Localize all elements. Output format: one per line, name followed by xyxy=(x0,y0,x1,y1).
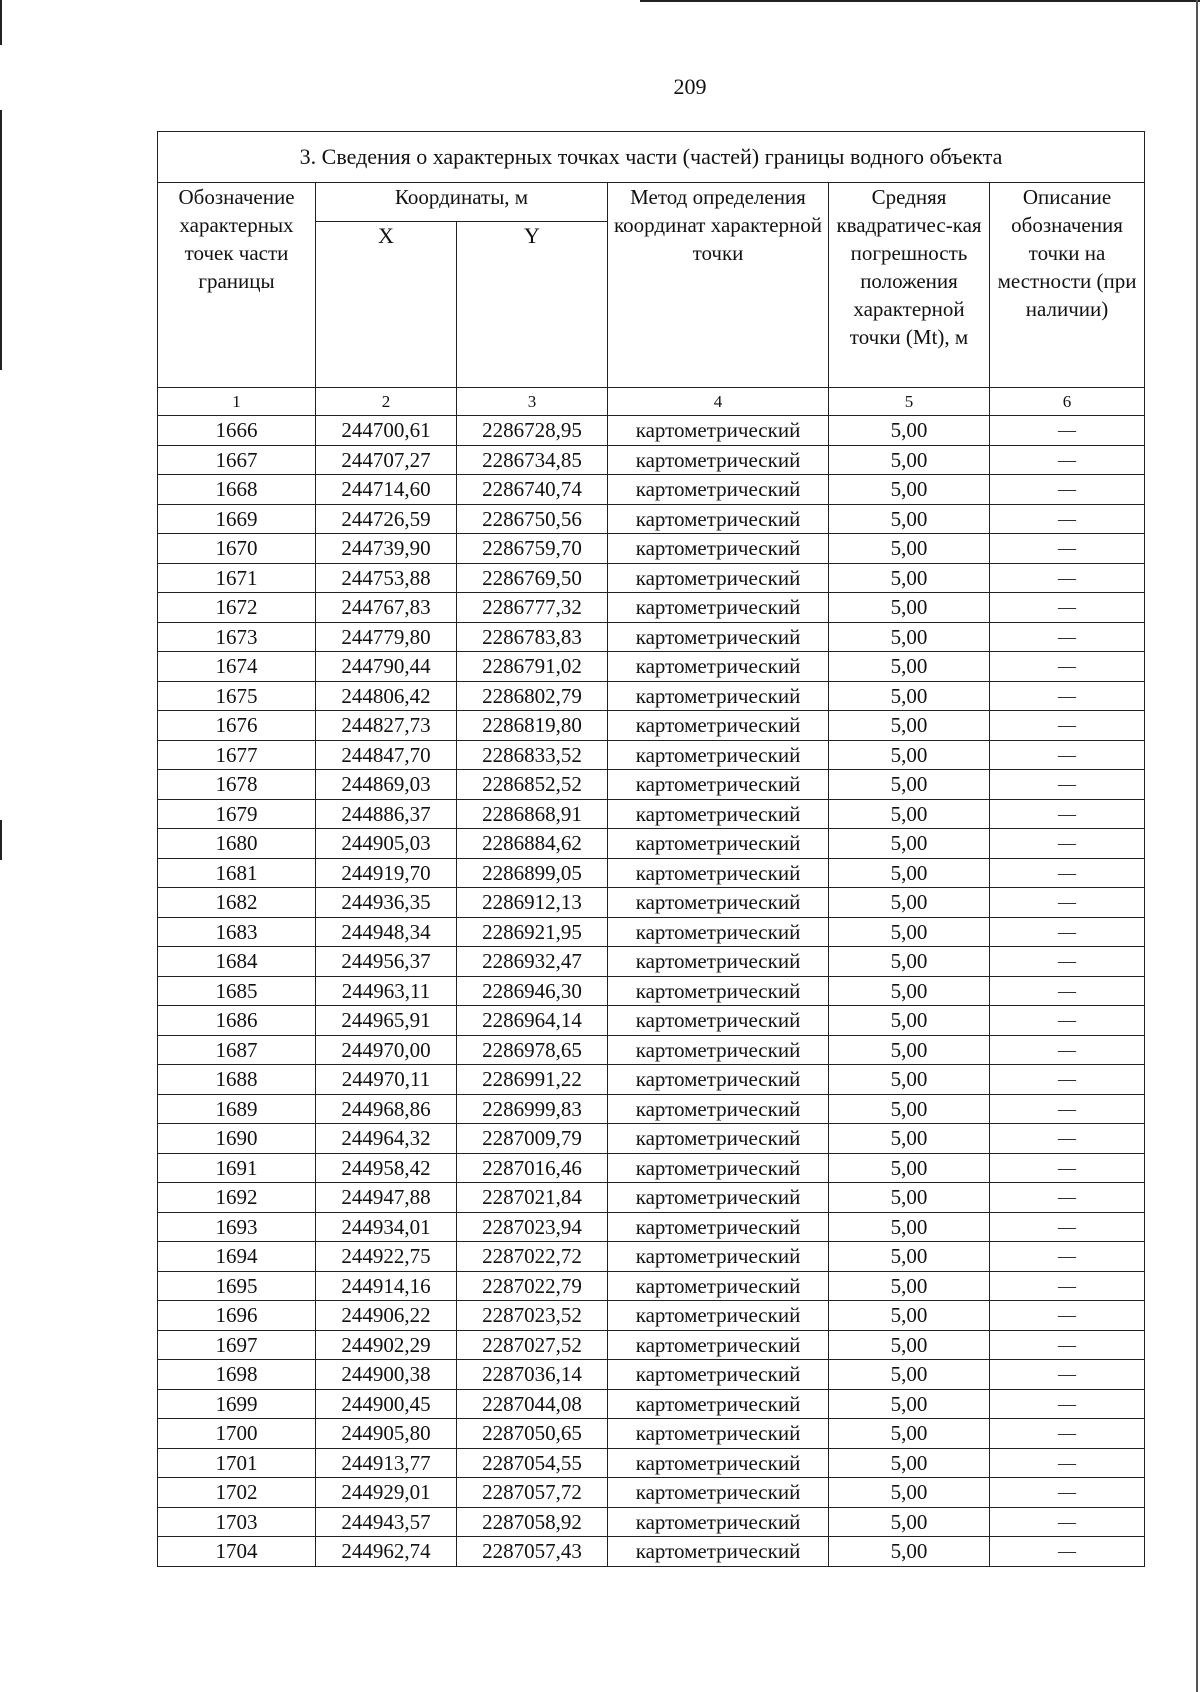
error-cell: 5,00 xyxy=(829,1360,990,1390)
error-cell: 5,00 xyxy=(829,1094,990,1124)
table-row xyxy=(158,829,1145,859)
error-cell: 5,00 xyxy=(829,681,990,711)
x-coordinate-cell: 244790,44 xyxy=(316,652,457,682)
method-cell: картометрический xyxy=(608,1242,829,1272)
description-cell: — xyxy=(990,534,1145,564)
header-y: Y xyxy=(457,222,608,388)
method-cell: картометрический xyxy=(608,1006,829,1036)
x-coordinate-cell: 244934,01 xyxy=(316,1212,457,1242)
header-x: X xyxy=(316,222,457,388)
error-cell: 5,00 xyxy=(829,770,990,800)
error-cell: 5,00 xyxy=(829,1124,990,1154)
point-number-cell: 1672 xyxy=(158,593,316,623)
x-coordinate-cell: 244726,59 xyxy=(316,504,457,534)
description-cell: — xyxy=(990,1448,1145,1478)
x-coordinate-cell: 244707,27 xyxy=(316,445,457,475)
error-cell: 5,00 xyxy=(829,563,990,593)
scan-edge-left-mid xyxy=(0,110,2,370)
point-number-cell: 1688 xyxy=(158,1065,316,1095)
method-cell: картометрический xyxy=(608,475,829,505)
x-coordinate-cell: 244767,83 xyxy=(316,593,457,623)
table-row xyxy=(158,1507,1145,1537)
method-cell: картометрический xyxy=(608,1507,829,1537)
description-cell: — xyxy=(990,475,1145,505)
error-cell: 5,00 xyxy=(829,799,990,829)
scan-edge-top xyxy=(640,0,1200,2)
method-cell: картометрический xyxy=(608,1271,829,1301)
description-cell: — xyxy=(990,652,1145,682)
point-number-cell: 1692 xyxy=(158,1183,316,1213)
error-cell: 5,00 xyxy=(829,947,990,977)
header-coordinates: Координаты, м xyxy=(316,183,608,222)
point-number-cell: 1689 xyxy=(158,1094,316,1124)
description-cell: — xyxy=(990,445,1145,475)
table-row xyxy=(158,740,1145,770)
method-cell: картометрический xyxy=(608,1183,829,1213)
error-cell: 5,00 xyxy=(829,593,990,623)
x-coordinate-cell: 244914,16 xyxy=(316,1271,457,1301)
method-cell: картометрический xyxy=(608,740,829,770)
description-cell: — xyxy=(990,1537,1145,1567)
table-row xyxy=(158,1065,1145,1095)
table-row xyxy=(158,416,1145,446)
method-cell: картометрический xyxy=(608,1153,829,1183)
error-cell: 5,00 xyxy=(829,1507,990,1537)
table-row xyxy=(158,858,1145,888)
y-coordinate-cell: 2287044,08 xyxy=(457,1389,608,1419)
point-number-cell: 1680 xyxy=(158,829,316,859)
table-row xyxy=(158,1478,1145,1508)
header-method: Метод определения координат характерной точки xyxy=(608,183,829,388)
point-number-cell: 1696 xyxy=(158,1301,316,1331)
column-number: 3 xyxy=(457,388,608,416)
column-number: 2 xyxy=(316,388,457,416)
description-cell: — xyxy=(990,416,1145,446)
point-number-cell: 1666 xyxy=(158,416,316,446)
error-cell: 5,00 xyxy=(829,534,990,564)
description-cell: — xyxy=(990,829,1145,859)
table-row xyxy=(158,770,1145,800)
error-cell: 5,00 xyxy=(829,1271,990,1301)
x-coordinate-cell: 244905,80 xyxy=(316,1419,457,1449)
point-number-cell: 1676 xyxy=(158,711,316,741)
error-cell: 5,00 xyxy=(829,504,990,534)
error-cell: 5,00 xyxy=(829,1448,990,1478)
y-coordinate-cell: 2286991,22 xyxy=(457,1065,608,1095)
error-cell: 5,00 xyxy=(829,1183,990,1213)
table-row xyxy=(158,475,1145,505)
description-cell: — xyxy=(990,740,1145,770)
x-coordinate-cell: 244753,88 xyxy=(316,563,457,593)
x-coordinate-cell: 244943,57 xyxy=(316,1507,457,1537)
column-number: 6 xyxy=(990,388,1145,416)
error-cell: 5,00 xyxy=(829,1330,990,1360)
x-coordinate-cell: 244902,29 xyxy=(316,1330,457,1360)
table-body xyxy=(158,416,1145,1567)
x-coordinate-cell: 244869,03 xyxy=(316,770,457,800)
x-coordinate-cell: 244964,32 xyxy=(316,1124,457,1154)
method-cell: картометрический xyxy=(608,917,829,947)
point-number-cell: 1690 xyxy=(158,1124,316,1154)
table-row xyxy=(158,1271,1145,1301)
x-coordinate-cell: 244900,38 xyxy=(316,1360,457,1390)
y-coordinate-cell: 2286884,62 xyxy=(457,829,608,859)
point-number-cell: 1687 xyxy=(158,1035,316,1065)
point-number-cell: 1683 xyxy=(158,917,316,947)
point-number-cell: 1681 xyxy=(158,858,316,888)
x-coordinate-cell: 244970,11 xyxy=(316,1065,457,1095)
y-coordinate-cell: 2287009,79 xyxy=(457,1124,608,1154)
x-coordinate-cell: 244936,35 xyxy=(316,888,457,918)
header-mean-square-error: Средняя квадратичес-кая погрешность положения характерной точки (Mt), м xyxy=(829,183,990,388)
x-coordinate-cell: 244700,61 xyxy=(316,416,457,446)
y-coordinate-cell: 2286999,83 xyxy=(457,1094,608,1124)
x-coordinate-cell: 244900,45 xyxy=(316,1389,457,1419)
y-coordinate-cell: 2287023,94 xyxy=(457,1212,608,1242)
y-coordinate-cell: 2286912,13 xyxy=(457,888,608,918)
method-cell: картометрический xyxy=(608,888,829,918)
y-coordinate-cell: 2286791,02 xyxy=(457,652,608,682)
description-cell: — xyxy=(990,1389,1145,1419)
x-coordinate-cell: 244779,80 xyxy=(316,622,457,652)
table-row xyxy=(158,799,1145,829)
point-number-cell: 1671 xyxy=(158,563,316,593)
x-coordinate-cell: 244906,22 xyxy=(316,1301,457,1331)
error-cell: 5,00 xyxy=(829,740,990,770)
method-cell: картометрический xyxy=(608,563,829,593)
description-cell: — xyxy=(990,1094,1145,1124)
x-coordinate-cell: 244929,01 xyxy=(316,1478,457,1508)
error-cell: 5,00 xyxy=(829,1153,990,1183)
description-cell: — xyxy=(990,563,1145,593)
description-cell: — xyxy=(990,888,1145,918)
method-cell: картометрический xyxy=(608,829,829,859)
error-cell: 5,00 xyxy=(829,1478,990,1508)
point-number-cell: 1684 xyxy=(158,947,316,977)
y-coordinate-cell: 2286759,70 xyxy=(457,534,608,564)
description-cell: — xyxy=(990,1301,1145,1331)
x-coordinate-cell: 244913,77 xyxy=(316,1448,457,1478)
table-row xyxy=(158,1006,1145,1036)
y-coordinate-cell: 2286946,30 xyxy=(457,976,608,1006)
description-cell: — xyxy=(990,1271,1145,1301)
error-cell: 5,00 xyxy=(829,888,990,918)
table-row xyxy=(158,504,1145,534)
y-coordinate-cell: 2287021,84 xyxy=(457,1183,608,1213)
y-coordinate-cell: 2286921,95 xyxy=(457,917,608,947)
method-cell: картометрический xyxy=(608,1448,829,1478)
description-cell: — xyxy=(990,1183,1145,1213)
table-row xyxy=(158,1183,1145,1213)
table-row xyxy=(158,1448,1145,1478)
point-number-cell: 1695 xyxy=(158,1271,316,1301)
error-cell: 5,00 xyxy=(829,1537,990,1567)
method-cell: картометрический xyxy=(608,1212,829,1242)
description-cell: — xyxy=(990,681,1145,711)
point-number-cell: 1693 xyxy=(158,1212,316,1242)
point-number-cell: 1700 xyxy=(158,1419,316,1449)
y-coordinate-cell: 2286734,85 xyxy=(457,445,608,475)
table-row xyxy=(158,1360,1145,1390)
y-coordinate-cell: 2286769,50 xyxy=(457,563,608,593)
method-cell: картометрический xyxy=(608,1419,829,1449)
table-row xyxy=(158,652,1145,682)
scan-edge-right xyxy=(1196,0,1198,1692)
point-number-cell: 1698 xyxy=(158,1360,316,1390)
method-cell: картометрический xyxy=(608,416,829,446)
description-cell: — xyxy=(990,1478,1145,1508)
y-coordinate-cell: 2286740,74 xyxy=(457,475,608,505)
error-cell: 5,00 xyxy=(829,1389,990,1419)
column-numbers-row xyxy=(158,388,1145,416)
point-number-cell: 1697 xyxy=(158,1330,316,1360)
y-coordinate-cell: 2286932,47 xyxy=(457,947,608,977)
x-coordinate-cell: 244958,42 xyxy=(316,1153,457,1183)
column-number: 4 xyxy=(608,388,829,416)
error-cell: 5,00 xyxy=(829,1212,990,1242)
x-coordinate-cell: 244956,37 xyxy=(316,947,457,977)
point-number-cell: 1668 xyxy=(158,475,316,505)
method-cell: картометрический xyxy=(608,858,829,888)
table-row xyxy=(158,534,1145,564)
method-cell: картометрический xyxy=(608,1389,829,1419)
method-cell: картометрический xyxy=(608,1478,829,1508)
error-cell: 5,00 xyxy=(829,445,990,475)
error-cell: 5,00 xyxy=(829,976,990,1006)
description-cell: — xyxy=(990,770,1145,800)
y-coordinate-cell: 2286899,05 xyxy=(457,858,608,888)
error-cell: 5,00 xyxy=(829,1035,990,1065)
table-row xyxy=(158,681,1145,711)
error-cell: 5,00 xyxy=(829,475,990,505)
x-coordinate-cell: 244965,91 xyxy=(316,1006,457,1036)
description-cell: — xyxy=(990,593,1145,623)
point-number-cell: 1682 xyxy=(158,888,316,918)
y-coordinate-cell: 2287023,52 xyxy=(457,1301,608,1331)
error-cell: 5,00 xyxy=(829,622,990,652)
y-coordinate-cell: 2286819,80 xyxy=(457,711,608,741)
y-coordinate-cell: 2287050,65 xyxy=(457,1419,608,1449)
x-coordinate-cell: 244847,70 xyxy=(316,740,457,770)
y-coordinate-cell: 2287016,46 xyxy=(457,1153,608,1183)
description-cell: — xyxy=(990,917,1145,947)
header-point-designation: Обозначение характерных точек части границы xyxy=(158,183,316,388)
error-cell: 5,00 xyxy=(829,1242,990,1272)
table-row xyxy=(158,976,1145,1006)
y-coordinate-cell: 2286777,32 xyxy=(457,593,608,623)
point-number-cell: 1677 xyxy=(158,740,316,770)
header-description: Описание обозначения точки на местности (при наличии) xyxy=(990,183,1145,388)
method-cell: картометрический xyxy=(608,652,829,682)
method-cell: картометрический xyxy=(608,622,829,652)
y-coordinate-cell: 2286728,95 xyxy=(457,416,608,446)
y-coordinate-cell: 2286964,14 xyxy=(457,1006,608,1036)
x-coordinate-cell: 244739,90 xyxy=(316,534,457,564)
table-row xyxy=(158,1242,1145,1272)
method-cell: картометрический xyxy=(608,1301,829,1331)
point-number-cell: 1678 xyxy=(158,770,316,800)
description-cell: — xyxy=(990,1124,1145,1154)
description-cell: — xyxy=(990,1065,1145,1095)
description-cell: — xyxy=(990,1242,1145,1272)
point-number-cell: 1704 xyxy=(158,1537,316,1567)
y-coordinate-cell: 2286868,91 xyxy=(457,799,608,829)
error-cell: 5,00 xyxy=(829,652,990,682)
page-number: 209 xyxy=(673,74,707,99)
point-number-cell: 1667 xyxy=(158,445,316,475)
error-cell: 5,00 xyxy=(829,711,990,741)
method-cell: картометрический xyxy=(608,976,829,1006)
point-number-cell: 1675 xyxy=(158,681,316,711)
x-coordinate-cell: 244886,37 xyxy=(316,799,457,829)
error-cell: 5,00 xyxy=(829,1006,990,1036)
y-coordinate-cell: 2286750,56 xyxy=(457,504,608,534)
scan-edge-left-top xyxy=(0,0,2,45)
method-cell: картометрический xyxy=(608,1094,829,1124)
description-cell: — xyxy=(990,1006,1145,1036)
table-row xyxy=(158,1301,1145,1331)
y-coordinate-cell: 2286978,65 xyxy=(457,1035,608,1065)
description-cell: — xyxy=(990,947,1145,977)
table-row xyxy=(158,593,1145,623)
y-coordinate-cell: 2287058,92 xyxy=(457,1507,608,1537)
table-row xyxy=(158,1153,1145,1183)
method-cell: картометрический xyxy=(608,711,829,741)
table-row xyxy=(158,445,1145,475)
table-row xyxy=(158,947,1145,977)
x-coordinate-cell: 244963,11 xyxy=(316,976,457,1006)
description-cell: — xyxy=(990,622,1145,652)
method-cell: картометрический xyxy=(608,593,829,623)
error-cell: 5,00 xyxy=(829,1065,990,1095)
table-row xyxy=(158,1419,1145,1449)
method-cell: картометрический xyxy=(608,504,829,534)
method-cell: картометрический xyxy=(608,1360,829,1390)
x-coordinate-cell: 244714,60 xyxy=(316,475,457,505)
description-cell: — xyxy=(990,1507,1145,1537)
y-coordinate-cell: 2286802,79 xyxy=(457,681,608,711)
method-cell: картометрический xyxy=(608,534,829,564)
method-cell: картометрический xyxy=(608,1537,829,1567)
point-number-cell: 1674 xyxy=(158,652,316,682)
x-coordinate-cell: 244947,88 xyxy=(316,1183,457,1213)
error-cell: 5,00 xyxy=(829,416,990,446)
y-coordinate-cell: 2287057,43 xyxy=(457,1537,608,1567)
point-number-cell: 1694 xyxy=(158,1242,316,1272)
boundary-points-table xyxy=(157,131,1145,1567)
description-cell: — xyxy=(990,858,1145,888)
x-coordinate-cell: 244968,86 xyxy=(316,1094,457,1124)
description-cell: — xyxy=(990,711,1145,741)
x-coordinate-cell: 244948,34 xyxy=(316,917,457,947)
point-number-cell: 1691 xyxy=(158,1153,316,1183)
description-cell: — xyxy=(990,1212,1145,1242)
method-cell: картометрический xyxy=(608,1330,829,1360)
method-cell: картометрический xyxy=(608,947,829,977)
table-row xyxy=(158,1537,1145,1567)
description-cell: — xyxy=(990,1360,1145,1390)
y-coordinate-cell: 2287022,72 xyxy=(457,1242,608,1272)
y-coordinate-cell: 2287036,14 xyxy=(457,1360,608,1390)
description-cell: — xyxy=(990,799,1145,829)
table-row xyxy=(158,711,1145,741)
point-number-cell: 1679 xyxy=(158,799,316,829)
column-number: 5 xyxy=(829,388,990,416)
x-coordinate-cell: 244905,03 xyxy=(316,829,457,859)
y-coordinate-cell: 2287022,79 xyxy=(457,1271,608,1301)
scan-edge-left-low xyxy=(0,820,2,860)
method-cell: картометрический xyxy=(608,1035,829,1065)
x-coordinate-cell: 244970,00 xyxy=(316,1035,457,1065)
table-row xyxy=(158,888,1145,918)
point-number-cell: 1686 xyxy=(158,1006,316,1036)
description-cell: — xyxy=(990,1419,1145,1449)
error-cell: 5,00 xyxy=(829,917,990,947)
y-coordinate-cell: 2286783,83 xyxy=(457,622,608,652)
y-coordinate-cell: 2287054,55 xyxy=(457,1448,608,1478)
error-cell: 5,00 xyxy=(829,829,990,859)
table-row xyxy=(158,917,1145,947)
method-cell: картометрический xyxy=(608,1065,829,1095)
x-coordinate-cell: 244922,75 xyxy=(316,1242,457,1272)
y-coordinate-cell: 2286833,52 xyxy=(457,740,608,770)
x-coordinate-cell: 244806,42 xyxy=(316,681,457,711)
table-row xyxy=(158,1389,1145,1419)
table-row xyxy=(158,1035,1145,1065)
y-coordinate-cell: 2287027,52 xyxy=(457,1330,608,1360)
column-number: 1 xyxy=(158,388,316,416)
point-number-cell: 1701 xyxy=(158,1448,316,1478)
table-row xyxy=(158,1124,1145,1154)
description-cell: — xyxy=(990,504,1145,534)
x-coordinate-cell: 244827,73 xyxy=(316,711,457,741)
method-cell: картометрический xyxy=(608,681,829,711)
description-cell: — xyxy=(990,976,1145,1006)
table-row xyxy=(158,1212,1145,1242)
table-row xyxy=(158,1094,1145,1124)
method-cell: картометрический xyxy=(608,770,829,800)
x-coordinate-cell: 244962,74 xyxy=(316,1537,457,1567)
description-cell: — xyxy=(990,1330,1145,1360)
method-cell: картометрический xyxy=(608,799,829,829)
error-cell: 5,00 xyxy=(829,858,990,888)
point-number-cell: 1703 xyxy=(158,1507,316,1537)
table-row xyxy=(158,563,1145,593)
table-row xyxy=(158,1330,1145,1360)
y-coordinate-cell: 2287057,72 xyxy=(457,1478,608,1508)
point-number-cell: 1670 xyxy=(158,534,316,564)
y-coordinate-cell: 2286852,52 xyxy=(457,770,608,800)
method-cell: картометрический xyxy=(608,1124,829,1154)
description-cell: — xyxy=(990,1035,1145,1065)
method-cell: картометрический xyxy=(608,445,829,475)
point-number-cell: 1685 xyxy=(158,976,316,1006)
error-cell: 5,00 xyxy=(829,1419,990,1449)
error-cell: 5,00 xyxy=(829,1301,990,1331)
x-coordinate-cell: 244919,70 xyxy=(316,858,457,888)
description-cell: — xyxy=(990,1153,1145,1183)
point-number-cell: 1669 xyxy=(158,504,316,534)
point-number-cell: 1673 xyxy=(158,622,316,652)
point-number-cell: 1702 xyxy=(158,1478,316,1508)
point-number-cell: 1699 xyxy=(158,1389,316,1419)
table-row xyxy=(158,622,1145,652)
table-title: 3. Сведения о характерных точках части (частей) границы водного объекта xyxy=(158,132,1145,183)
